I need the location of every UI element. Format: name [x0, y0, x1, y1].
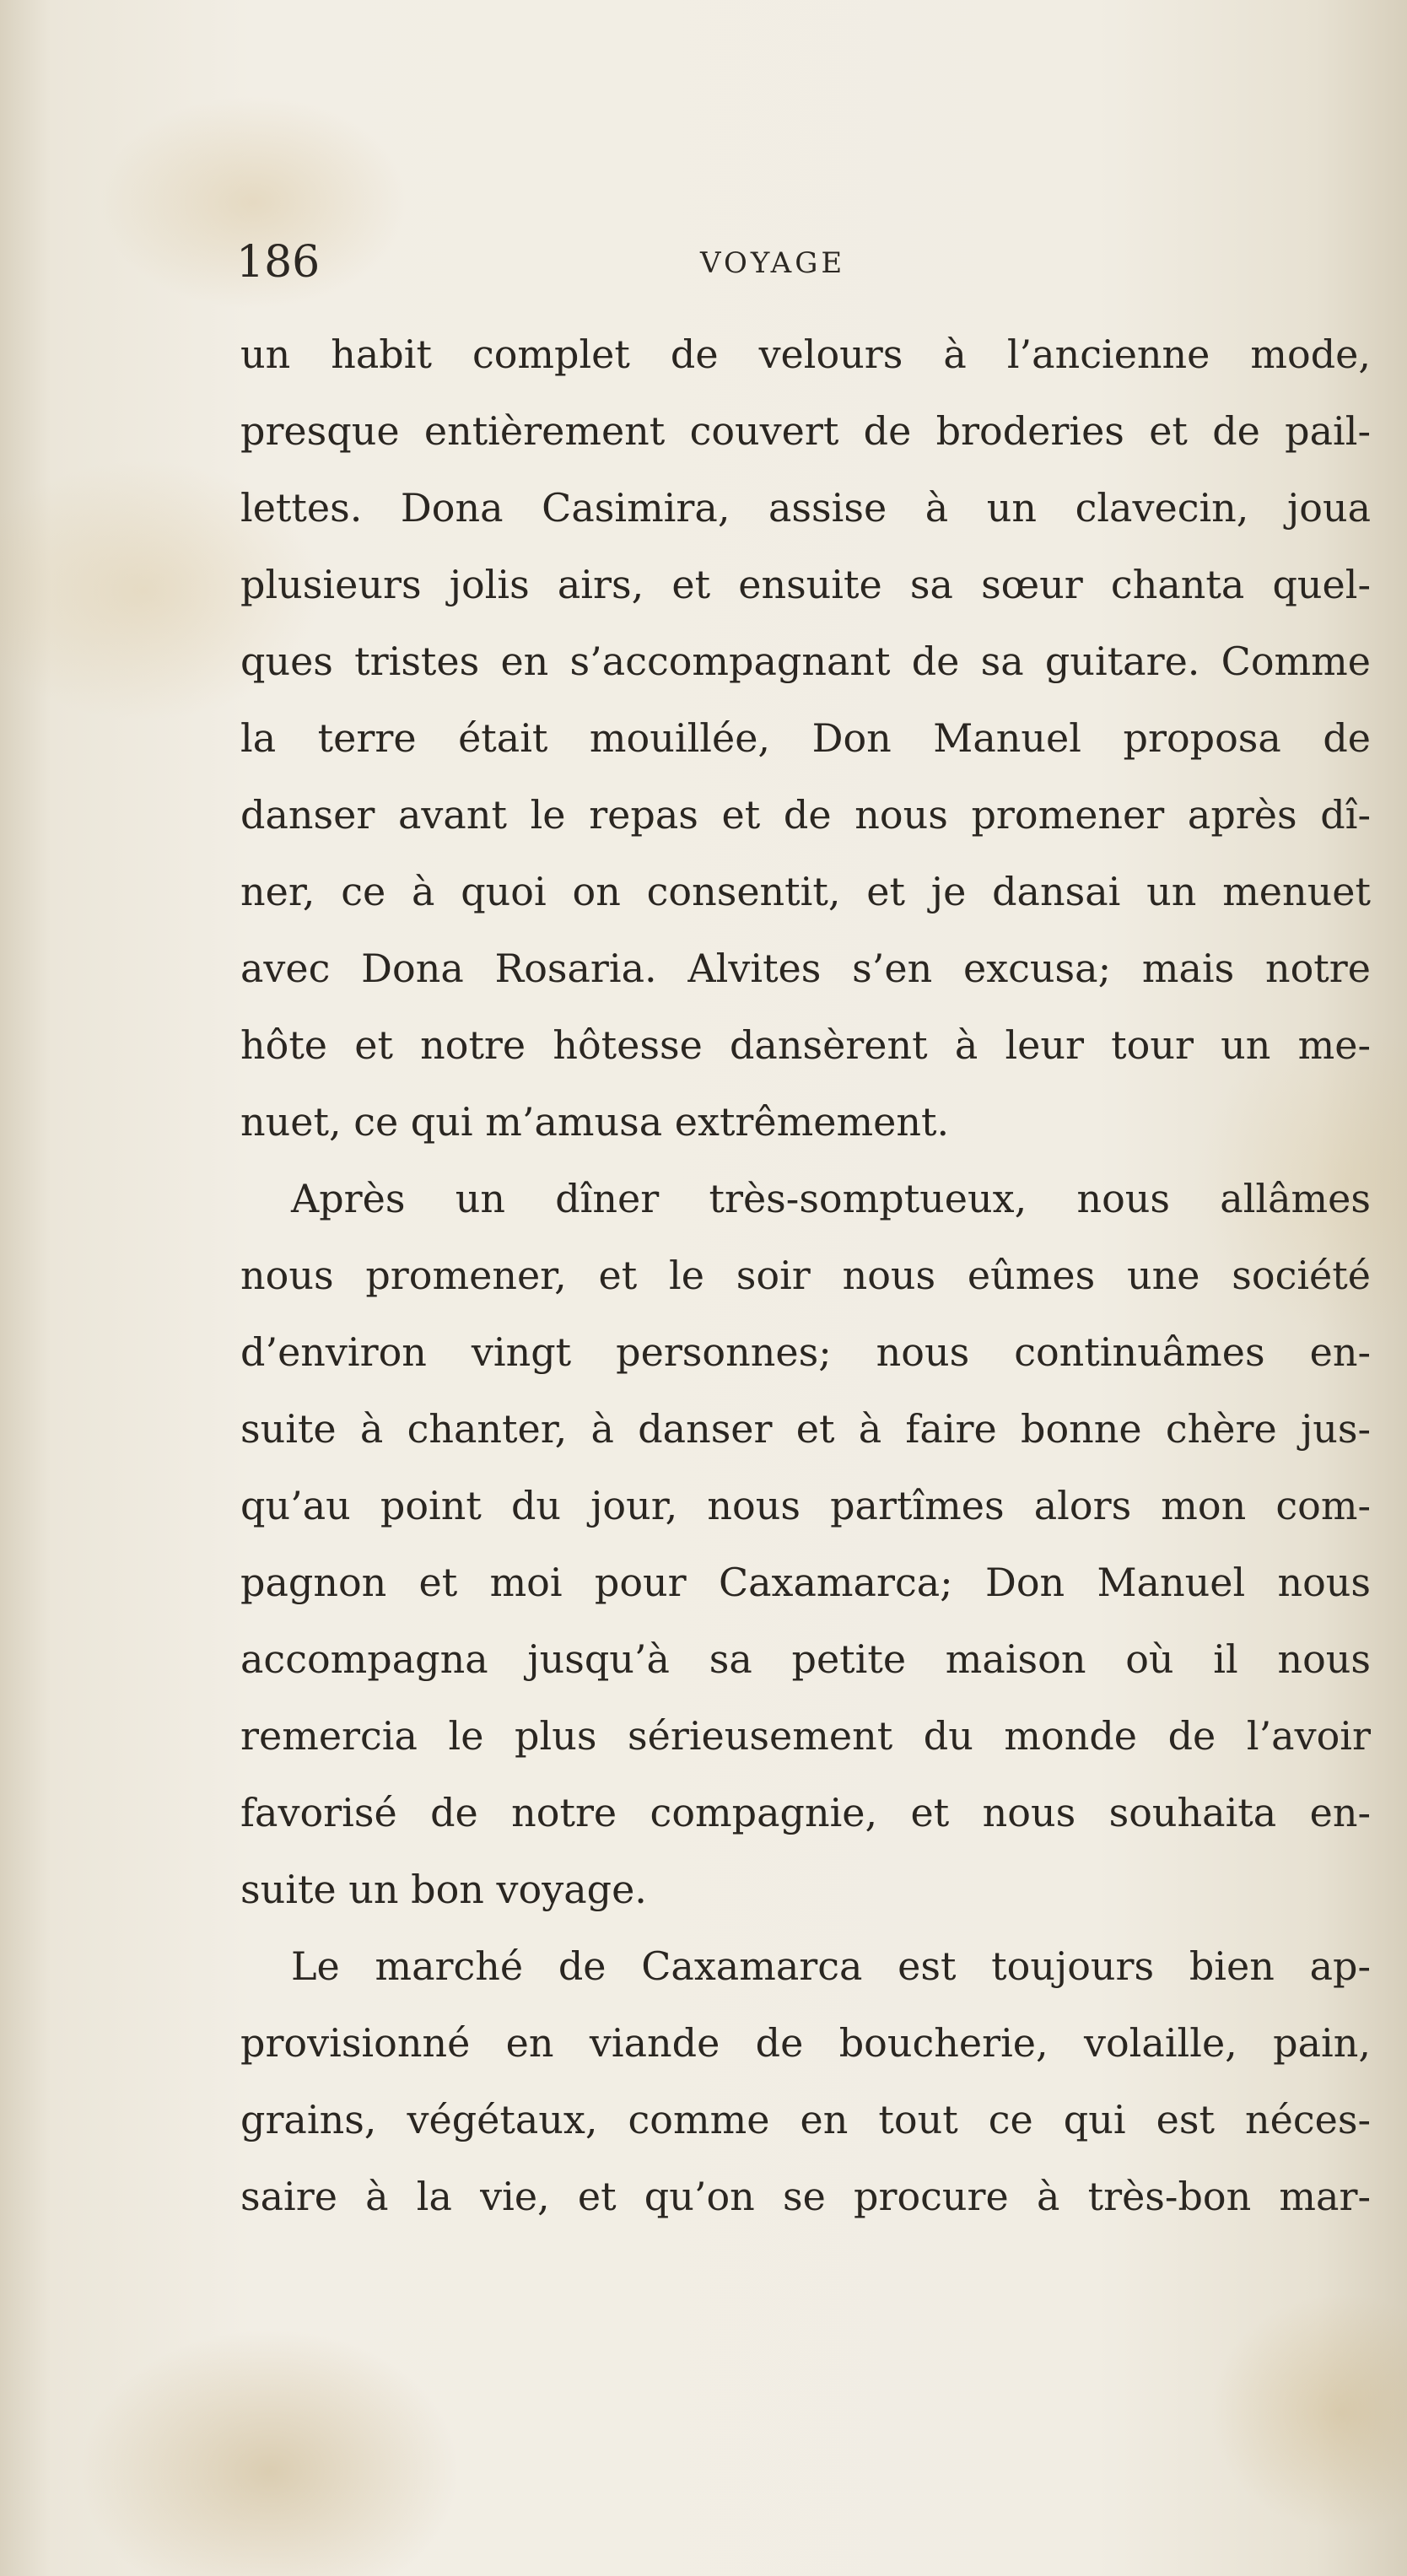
text-line: accompagna jusqu’à sa petite maison où il nous — [240, 1636, 1371, 1682]
text-line: avec Dona Rosaria. Alvites s’en excusa; mais notre — [240, 946, 1371, 991]
text-line: la terre était mouillée, Don Manuel proposa de — [240, 715, 1371, 761]
text-line: ques tristes en s’accompagnant de sa guitare. Comme — [240, 639, 1371, 684]
text-line: lettes. Dona Casimira, assise à un clavecin, joua — [240, 485, 1371, 531]
text-line: d’environ vingt personnes; nous continuâmes en- — [240, 1329, 1371, 1375]
body-text — [240, 316, 1371, 2235]
text-line: suite à chanter, à danser et à faire bonne chère jus- — [240, 1406, 1371, 1452]
running-head — [236, 233, 1407, 292]
text-line: grains, végétaux, comme en tout ce qui est néces- — [240, 2097, 1371, 2142]
text-line: Le marché de Caxamarca est toujours bien ap- — [291, 1943, 1371, 1989]
text-line: nuet, ce qui m’amusa extrêmement. — [240, 1099, 950, 1145]
text-line: hôte et notre hôtesse dansèrent à leur tour un me- — [240, 1022, 1371, 1068]
text-line: Après un dîner très-somptueux, nous allâmes — [291, 1176, 1371, 1221]
page-number: 186 — [236, 237, 321, 288]
text-line: plusieurs jolis airs, et ensuite sa sœur chanta quel- — [240, 562, 1371, 607]
running-head-title: VOYAGE — [700, 246, 846, 280]
text-line: favorisé de notre compagnie, et nous souhaita en- — [240, 1790, 1371, 1835]
text-line: pagnon et moi pour Caxamarca; Don Manuel nous — [240, 1560, 1371, 1605]
text-line: ner, ce à quoi on consentit, et je dansai un menuet — [240, 869, 1371, 914]
text-line: nous promener, et le soir nous eûmes une société — [240, 1253, 1371, 1298]
text-line: un habit complet de velours à l’ancienne mode, — [240, 331, 1371, 377]
text-line: presque entièrement couvert de broderies et de pail- — [240, 408, 1371, 454]
text-line: saire à la vie, et qu’on se procure à très-bon mar- — [240, 2174, 1371, 2219]
text-line: qu’au point du jour, nous partîmes alors mon com- — [240, 1483, 1371, 1528]
text-line: provisionné en viande de boucherie, volaille, pain, — [240, 2020, 1371, 2066]
text-line: remercia le plus sérieusement du monde de l’avoir — [240, 1713, 1371, 1759]
text-line: danser avant le repas et de nous promener après dî- — [240, 792, 1371, 838]
text-line: suite un bon voyage. — [240, 1867, 647, 1912]
